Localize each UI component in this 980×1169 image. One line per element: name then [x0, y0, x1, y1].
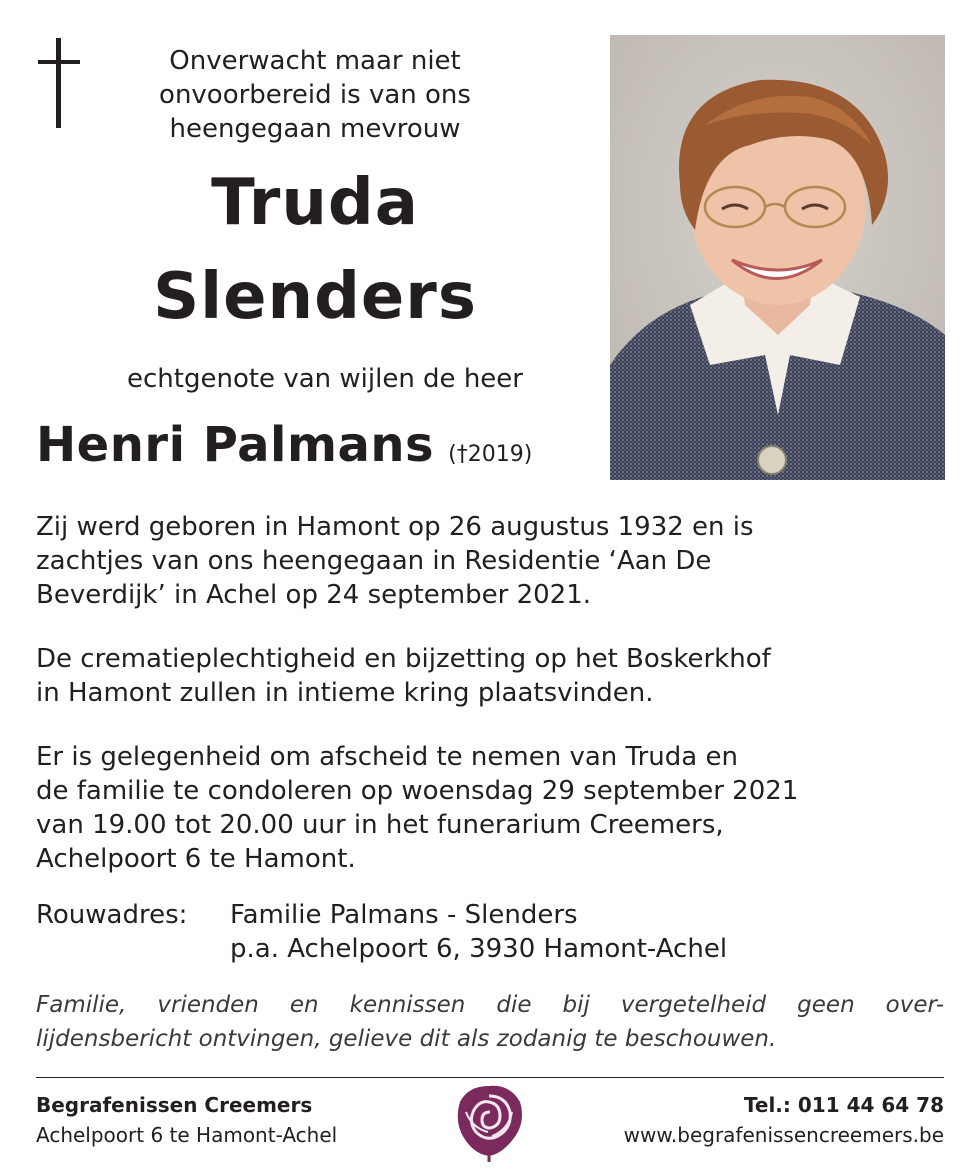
address-line: p.a. Achelpoort 6, 3930 Hamont-Achel	[230, 934, 728, 964]
notice-note	[36, 988, 944, 1056]
footer-company	[36, 1090, 337, 1150]
note-line: lijdensbericht ontvingen, gelieve dit als zodanig te beschouwen.	[36, 1026, 777, 1052]
footer-contact	[624, 1090, 944, 1150]
spouse-intro: echtgenote van wijlen de heer	[127, 364, 523, 394]
spouse-name: Henri Palmans	[36, 417, 435, 473]
condolence-paragraph	[36, 740, 946, 876]
birth-death-paragraph	[36, 510, 946, 612]
address-label: Rouwadres:	[36, 900, 188, 930]
ceremony-paragraph	[36, 642, 946, 710]
intro-line: onvoorbereid is van ons	[159, 80, 471, 110]
paragraph-line: Beverdijk’ in Achel op 24 september 2021.	[36, 580, 592, 610]
paragraph-line: de familie te condoleren op woensdag 29 september 2021	[36, 776, 799, 806]
phone-number[interactable]: Tel.: 011 44 64 78	[743, 1093, 944, 1117]
note-line: Familie, vrienden en kennissen die bij vergetelheid geen over-	[36, 992, 944, 1018]
footer-divider	[36, 1077, 944, 1078]
rose-logo-icon	[452, 1082, 526, 1162]
company-name: Begrafenissen Creemers	[36, 1093, 313, 1117]
address-line: Familie Palmans - Slenders	[230, 900, 578, 930]
paragraph-line: De crematieplechtigheid en bijzetting op het Boskerkhof	[36, 644, 771, 674]
portrait-photo	[610, 35, 945, 480]
paragraph-line: zachtjes van ons heengegaan in Residentie ‘Aan De	[36, 546, 712, 576]
address-lines	[230, 898, 727, 966]
website-link[interactable]: www.begrafenissencreemers.be	[623, 1123, 944, 1147]
paragraph-line: Achelpoort 6 te Hamont.	[36, 844, 356, 874]
paragraph-line: van 19.00 tot 20.00 uur in het funerarium Creemers,	[36, 810, 724, 840]
spouse-death-year: (†2019)	[448, 442, 533, 467]
spouse-line	[36, 410, 606, 480]
paragraph-line: Zij werd geboren in Hamont op 26 augustus 1932 en is	[36, 512, 754, 542]
paragraph-line: Er is gelegenheid om afscheid te nemen van Truda en	[36, 742, 738, 772]
company-address: Achelpoort 6 te Hamont-Achel	[36, 1123, 338, 1147]
intro-text	[100, 44, 530, 146]
paragraph-line: in Hamont zullen in intieme kring plaatsvinden.	[36, 678, 654, 708]
deceased-last-name: Slenders	[153, 260, 477, 334]
cross-icon	[38, 38, 80, 128]
intro-line: Onverwacht maar niet	[169, 46, 461, 76]
deceased-first-name: Truda	[211, 166, 419, 240]
intro-line: heengegaan mevrouw	[169, 114, 461, 144]
